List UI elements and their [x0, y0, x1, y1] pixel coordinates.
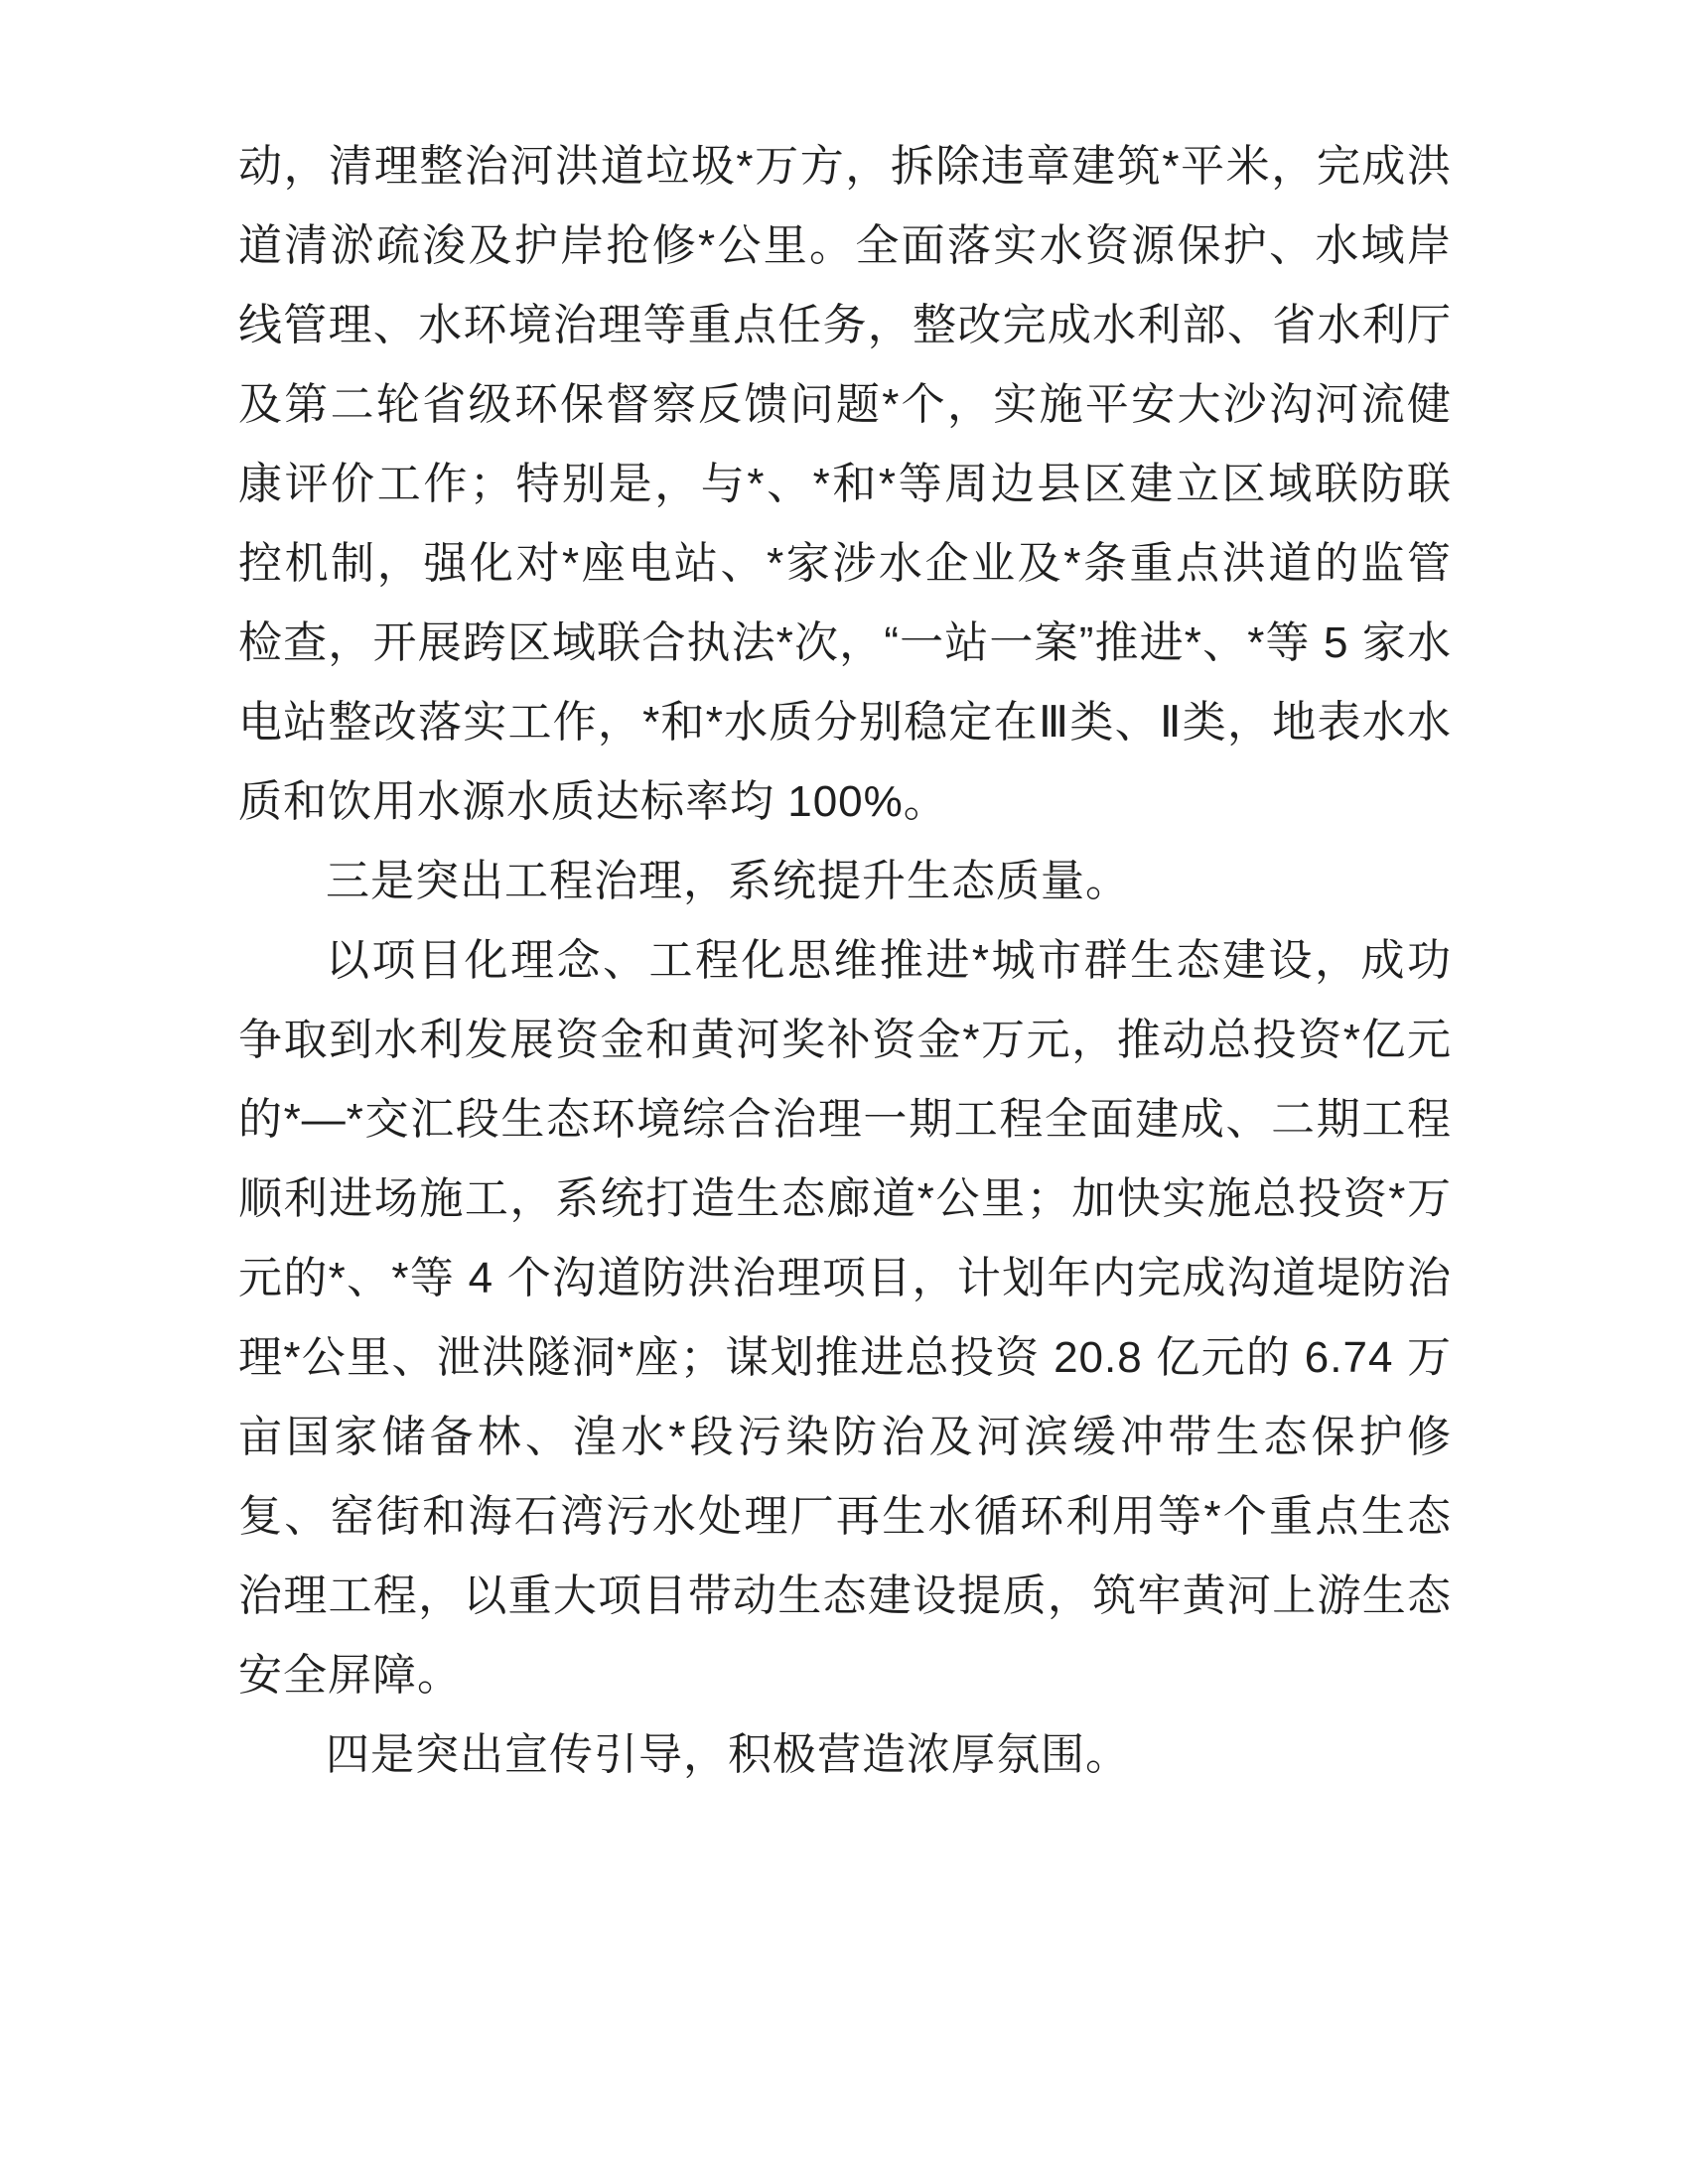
- paragraph-engineering-governance: 以项目化理念、工程化思维推进*城市群生态建设，成功争取到水利发展资金和黄河奖补资金*万元，推动总投资*亿元的*—*交汇段生态环境综合治理一期工程全面建成、二期工程顺利进场施工，系统打造生态廊道*公里；加快实施总投资*万元的*、*等 4 个沟道防洪治理项目，计划年内完成沟道堤防治理*公里、泄洪隧洞*座；谋划推进总投资 20.8 亿元的 6.74 万亩国家储备林、湟水*段污染防治及河滨缓冲带生态保护修复、窑街和海石湾污水处理厂再生水循环利用等*个重点生态治理工程，以重大项目带动生态建设提质，筑牢黄河上游生态安全屏障。: [238, 936, 1452, 1700]
- document-body: [238, 127, 1452, 1795]
- section-heading-four: 四是突出宣传引导，积极营造浓厚氛围。: [326, 1730, 1130, 1779]
- section-heading-three: 三是突出工程治理，系统提升生态质量。: [326, 857, 1130, 905]
- paragraph-continuation: 动，清理整治河洪道垃圾*万方，拆除违章建筑*平米，完成洪道清淤疏浚及护岸抢修*公里。全面落实水资源保护、水域岸线管理、水环境治理等重点任务，整改完成水利部、省水利厅及第二轮省级环保督察反馈问题*个，实施平安大沙沟河流健康评价工作；特别是，与*、*和*等周边县区建立区域联防联控机制，强化对*座电站、*家涉水企业及*条重点洪道的监管检查，开展跨区域联合执法*次，“一站一案”推进*、*等 5 家水电站整改落实工作，*和*水质分别稳定在Ⅲ类、Ⅱ类，地表水水质和饮用水源水质达标率均 100%。: [238, 142, 1452, 826]
